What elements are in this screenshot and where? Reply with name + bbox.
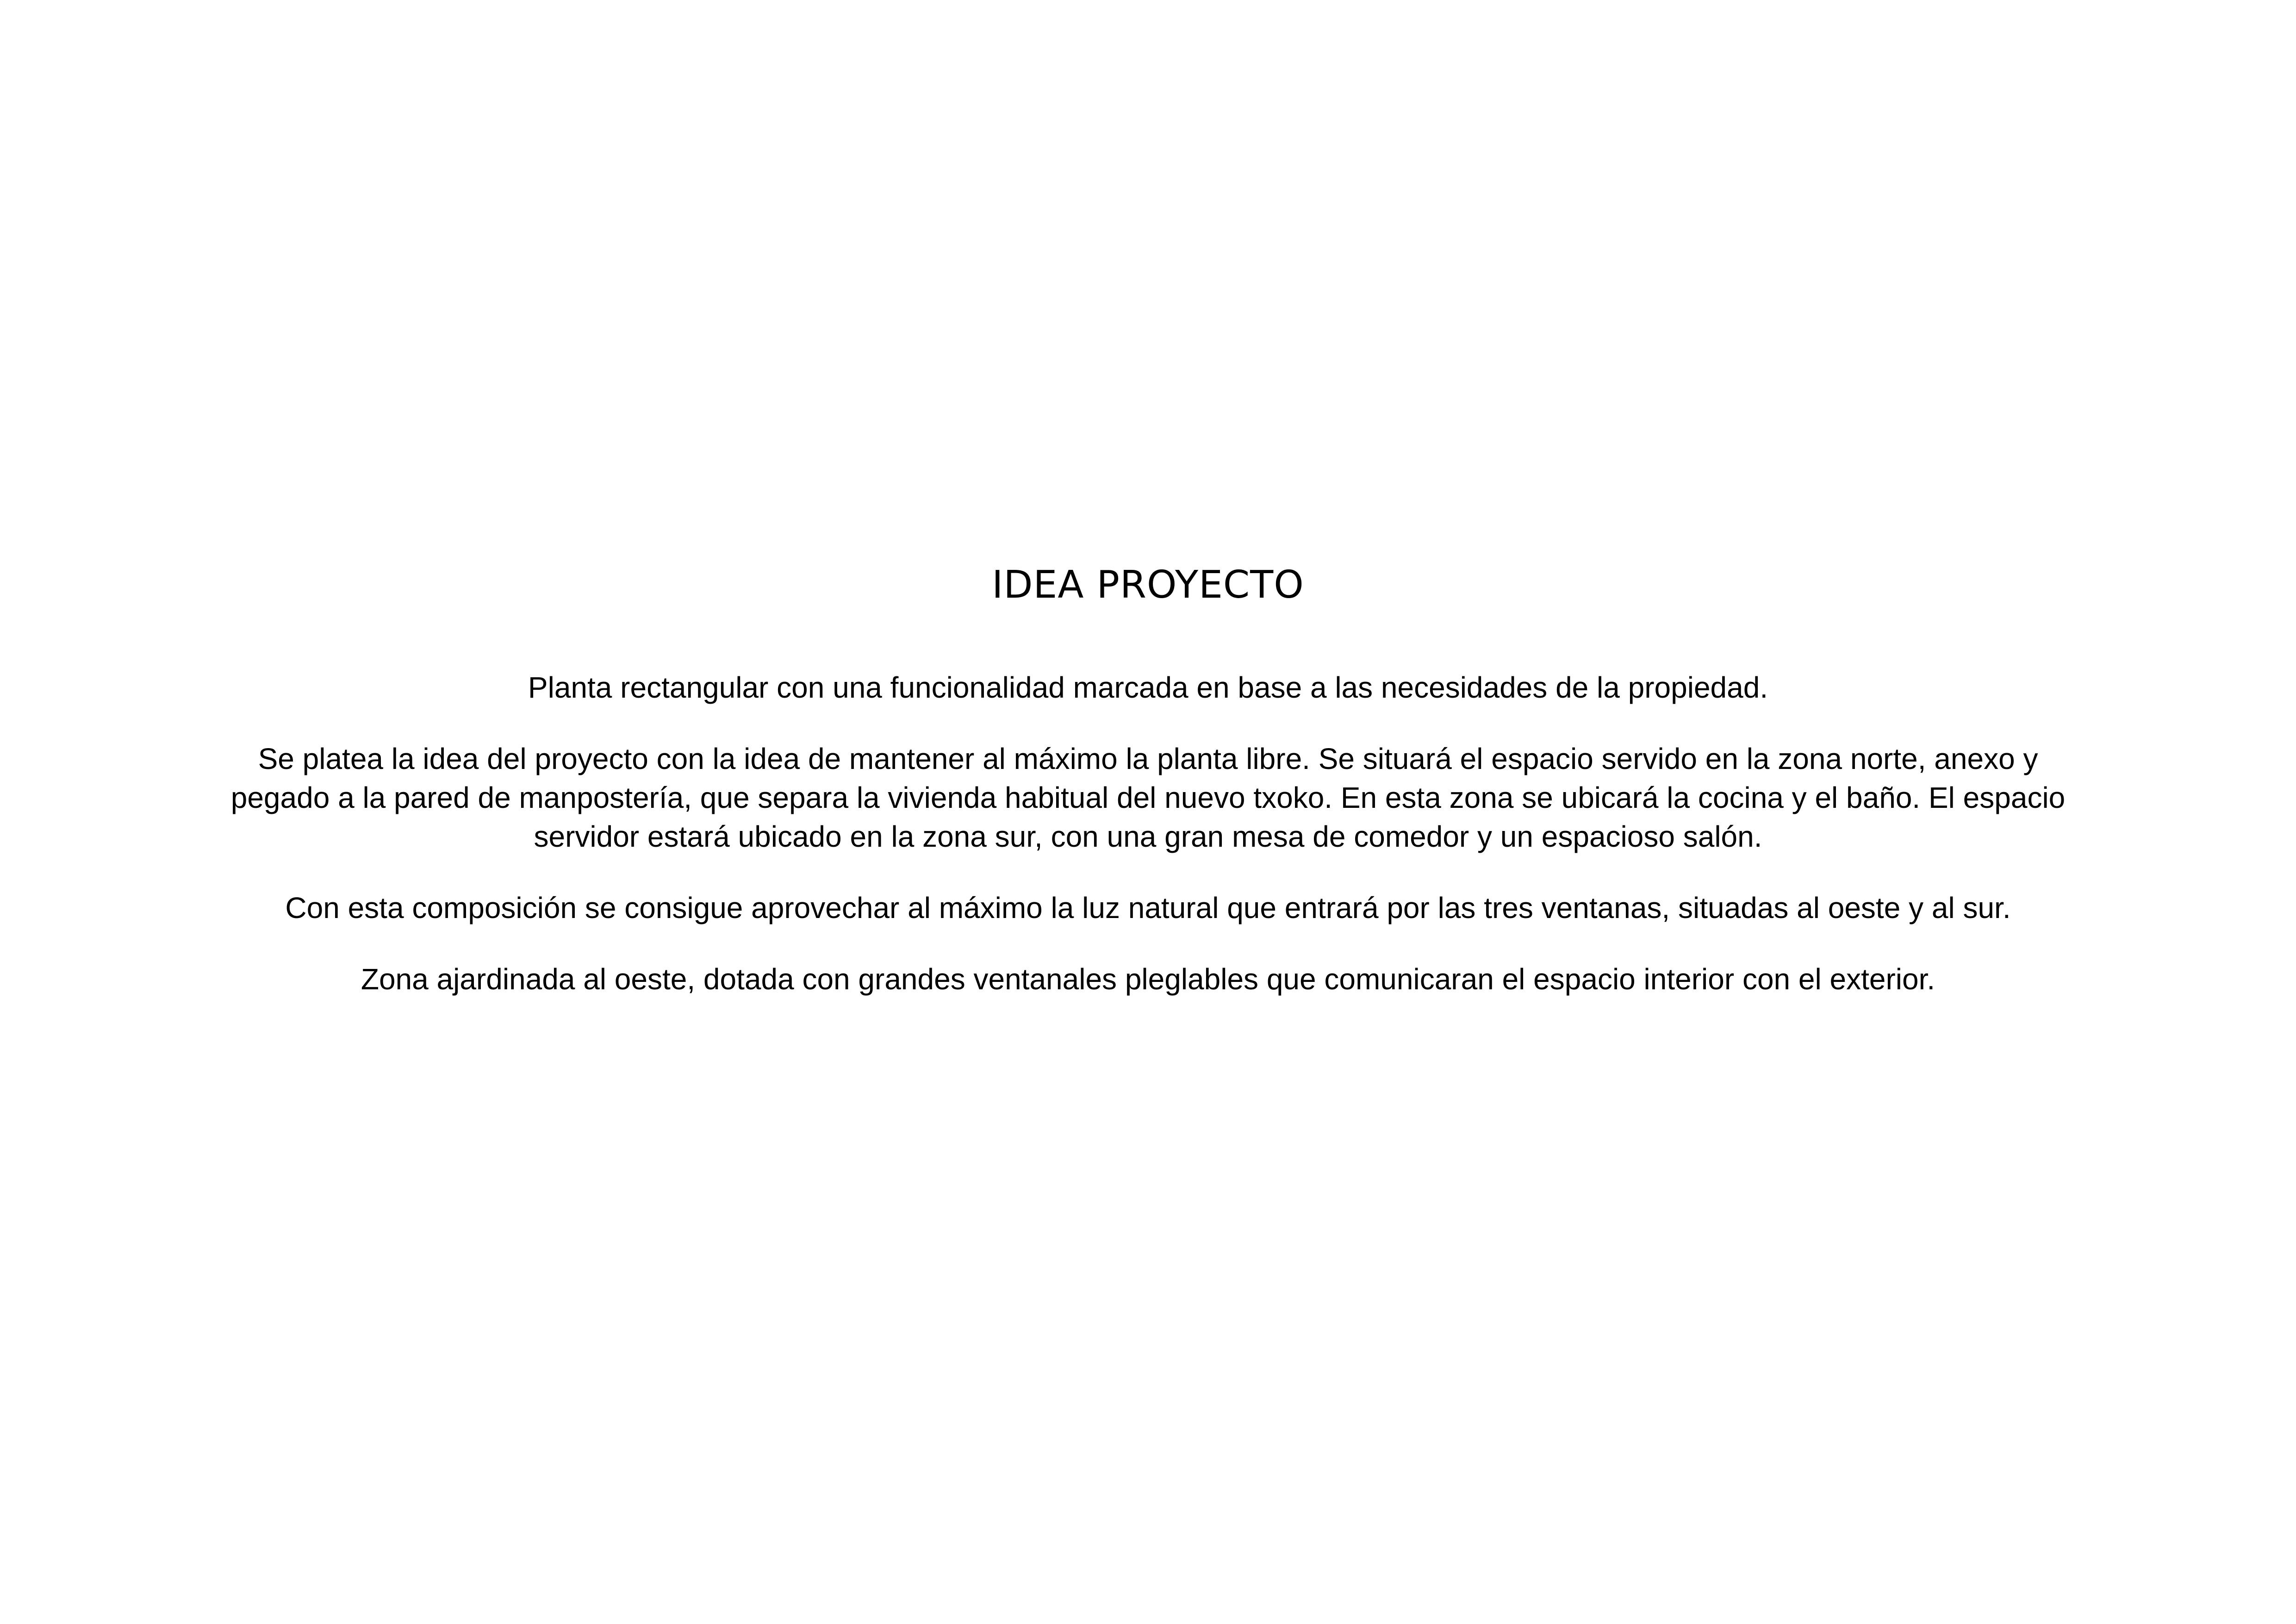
- document-body: [227, 562, 2069, 1031]
- paragraph-composicion: Con esta composición se consigue aprovechar al máximo la luz natural que entrará por las tres ventanas, situadas al oeste y al sur.: [285, 891, 2011, 925]
- paragraph-planta: Planta rectangular con una funcionalidad marcada en base a las necesidades de la propiedad.: [528, 671, 1768, 705]
- page-title: IDEA PROYECTO: [992, 563, 1304, 607]
- paragraph-idea: Se platea la idea del proyecto con la idea de mantener al máximo la planta libre. Se situará el espacio servido en la zona norte, anexo y pegado a la pared de manpostería, que separa la vivienda habitual del nuevo txoko. En esta zona se ubicará la cocina y el baño. El espacio servidor estará ubicado en la zona sur, con una gran mesa de comedor y un espacioso salón.: [230, 742, 2066, 854]
- paragraph-zona-ajardinada: Zona ajardinada al oeste, dotada con grandes ventanales pleglables que comunicaran el espacio interior con el exterior.: [361, 962, 1935, 996]
